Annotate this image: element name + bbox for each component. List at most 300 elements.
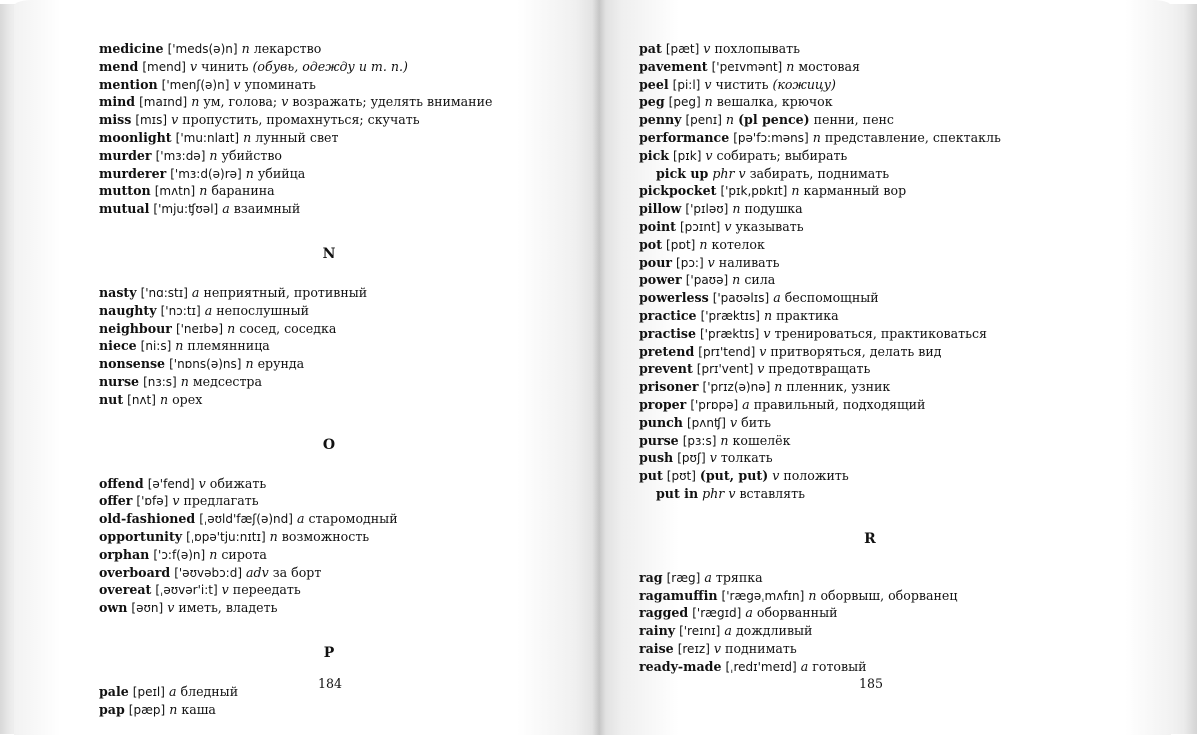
definition: убийца bbox=[257, 165, 306, 181]
dictionary-entry bbox=[639, 182, 1159, 200]
headword: moonlight bbox=[99, 129, 172, 145]
definition: сила bbox=[744, 272, 776, 288]
dictionary-entry bbox=[639, 236, 1159, 254]
dictionary-entry bbox=[99, 200, 569, 218]
definition: предотвращать bbox=[768, 361, 871, 377]
part-of-speech: v bbox=[172, 493, 180, 509]
headword: niece bbox=[99, 338, 137, 354]
dictionary-entry bbox=[639, 271, 1159, 289]
headword: mention bbox=[99, 76, 158, 92]
definition: положить bbox=[783, 468, 849, 484]
headword: performance bbox=[639, 129, 730, 145]
headword: purse bbox=[639, 432, 679, 448]
dictionary-entry bbox=[639, 254, 1159, 272]
part-of-speech: a bbox=[773, 290, 781, 306]
definition: неприятный, противный bbox=[203, 284, 368, 300]
definition: медсестра bbox=[192, 373, 262, 389]
transcription: ['pɪk,pɒkɪt] bbox=[720, 184, 788, 199]
part-of-speech: v bbox=[233, 76, 241, 92]
left-page bbox=[14, 0, 599, 735]
part-of-speech: adv bbox=[246, 564, 269, 580]
headword: offer bbox=[99, 493, 133, 509]
part-of-speech: n bbox=[732, 272, 741, 288]
headword: murderer bbox=[99, 165, 167, 181]
part-of-speech: a bbox=[222, 201, 230, 217]
headword: miss bbox=[99, 112, 132, 128]
definition: кошелёк bbox=[732, 432, 791, 448]
part-of-speech: n bbox=[245, 165, 254, 181]
dictionary-entry bbox=[639, 129, 1159, 147]
transcription: [pæp] bbox=[128, 702, 166, 717]
headword: pick up bbox=[656, 165, 709, 181]
definition: обижать bbox=[209, 475, 267, 491]
dictionary-entry bbox=[639, 569, 1159, 587]
definition: притворяться, делать вид bbox=[770, 343, 942, 359]
headword: put in bbox=[656, 485, 699, 501]
transcription: ['præktɪs] bbox=[700, 326, 760, 341]
transcription: ['menʃ(ə)n] bbox=[161, 77, 230, 92]
headword: rainy bbox=[639, 623, 676, 639]
transcription: ['peɪvmənt] bbox=[711, 59, 783, 74]
part-of-speech: v bbox=[713, 640, 722, 656]
part-of-speech: n bbox=[720, 432, 729, 448]
part-of-speech: n bbox=[209, 147, 218, 163]
part-of-speech: n bbox=[169, 701, 178, 717]
part-of-speech: v bbox=[221, 582, 229, 598]
transcription: [ˌəʊvər'i:t] bbox=[155, 583, 218, 598]
part-of-speech: v bbox=[757, 361, 765, 377]
part-of-speech: n bbox=[699, 236, 708, 252]
transcription: [pɔɪnt] bbox=[679, 219, 721, 234]
transcription: [pɜ:s] bbox=[682, 433, 717, 448]
headword: raise bbox=[639, 640, 674, 656]
part-of-speech: v bbox=[704, 76, 712, 92]
headword: nut bbox=[99, 391, 124, 407]
part-of-speech: v bbox=[724, 218, 732, 234]
headword: old-fashioned bbox=[99, 511, 196, 527]
definition: возражать; уделять внимание bbox=[292, 94, 493, 110]
headword: point bbox=[639, 218, 676, 234]
dictionary-entry bbox=[99, 76, 569, 94]
headword: neighbour bbox=[99, 320, 172, 336]
part-of-speech: n bbox=[245, 356, 254, 372]
transcription: [penɪ] bbox=[685, 113, 722, 128]
usage-note: (обувь, одежду и т. п.) bbox=[252, 58, 408, 74]
dictionary-entry bbox=[99, 391, 569, 409]
part-of-speech: n bbox=[175, 338, 184, 354]
section-spacer bbox=[99, 617, 569, 635]
definition: лунный свет bbox=[255, 129, 339, 145]
part-of-speech: v bbox=[763, 325, 771, 341]
definition: толкать bbox=[720, 450, 773, 466]
part-of-speech: v bbox=[709, 450, 717, 466]
headword: overeat bbox=[99, 582, 152, 598]
transcription: ['nɔ:tɪ] bbox=[160, 303, 201, 318]
part-of-speech: v bbox=[730, 414, 738, 430]
dictionary-entry bbox=[99, 373, 569, 391]
definition: вешалка, крючок bbox=[716, 94, 833, 110]
transcription: ['mɜ:də] bbox=[155, 148, 206, 163]
left-page-number: 184 bbox=[317, 676, 343, 691]
definition: предлагать bbox=[183, 493, 259, 509]
headword: powerless bbox=[639, 290, 709, 306]
definition: забирать, поднимать bbox=[749, 165, 890, 181]
dictionary-entry bbox=[639, 93, 1159, 111]
definition: указывать bbox=[735, 218, 804, 234]
part-of-speech: n bbox=[791, 183, 800, 199]
definition: каша bbox=[181, 701, 216, 717]
dictionary-entry bbox=[99, 564, 569, 582]
dictionary-entry bbox=[99, 111, 569, 129]
section-spacer bbox=[639, 557, 1159, 569]
part-of-speech: n bbox=[786, 58, 795, 74]
headword: orphan bbox=[99, 546, 150, 562]
part-of-speech: n bbox=[812, 129, 821, 145]
part-of-speech: n bbox=[704, 94, 713, 110]
dictionary-entry bbox=[639, 40, 1159, 58]
transcription: ['ɔ:f(ə)n] bbox=[153, 547, 206, 562]
definition: старомодный bbox=[308, 511, 398, 527]
part-of-speech: n bbox=[159, 391, 169, 407]
headword: opportunity bbox=[99, 528, 183, 544]
transcription: [əʊn] bbox=[131, 601, 164, 616]
definition: пропустить, промахнуться; скучать bbox=[182, 112, 420, 128]
dictionary-entry bbox=[639, 604, 1159, 622]
transcription: [mʌtn] bbox=[154, 184, 196, 199]
part-of-speech: v bbox=[190, 58, 198, 74]
headword: pavement bbox=[639, 58, 708, 74]
headword: power bbox=[639, 272, 682, 288]
plural-form: (pl pence) bbox=[738, 112, 810, 128]
definition: пенни, пенс bbox=[813, 112, 894, 128]
right-page bbox=[599, 0, 1171, 735]
transcription: [mɪs] bbox=[135, 113, 168, 128]
transcription: [ˌredɪ'meɪd] bbox=[725, 659, 797, 674]
definition: карманный вор bbox=[803, 183, 907, 199]
dictionary-entry bbox=[99, 492, 569, 510]
dictionary-entry bbox=[99, 546, 569, 564]
part-of-speech: a bbox=[296, 511, 305, 527]
headword: proper bbox=[639, 396, 687, 412]
dictionary-entry bbox=[639, 343, 1159, 361]
part-of-speech: v bbox=[281, 94, 289, 110]
definition: убийство bbox=[221, 147, 283, 163]
definition: иметь, владеть bbox=[178, 600, 278, 616]
transcription: [ni:s] bbox=[140, 339, 172, 354]
definition: баранина bbox=[211, 183, 275, 199]
dictionary-entry bbox=[99, 93, 569, 111]
definition: поднимать bbox=[725, 640, 797, 656]
right-page-number: 185 bbox=[858, 676, 884, 691]
headword: prisoner bbox=[639, 379, 699, 395]
transcription: [prɪ'tend] bbox=[698, 344, 756, 359]
part-of-speech: n bbox=[732, 201, 741, 217]
definition: лекарство bbox=[253, 41, 322, 56]
dictionary-entry bbox=[99, 302, 569, 320]
part-of-speech: n bbox=[808, 587, 817, 603]
part-of-speech: v bbox=[198, 475, 206, 491]
dictionary-entry bbox=[99, 510, 569, 528]
part-of-speech: n bbox=[725, 112, 735, 128]
headword: own bbox=[99, 600, 128, 616]
definition: подушка bbox=[744, 201, 803, 217]
part-of-speech: n bbox=[243, 129, 252, 145]
headword: nasty bbox=[99, 284, 137, 300]
dictionary-entry bbox=[639, 325, 1159, 343]
dictionary-entry bbox=[99, 528, 569, 546]
dictionary-entry bbox=[639, 58, 1159, 76]
transcription: ['præktɪs] bbox=[700, 308, 760, 323]
transcription: [prɪ'vent] bbox=[696, 362, 754, 377]
section-spacer bbox=[639, 503, 1159, 521]
part-of-speech: n bbox=[199, 183, 208, 199]
section-letter: P bbox=[323, 644, 335, 661]
definition: бледный bbox=[180, 683, 239, 699]
headword: rag bbox=[639, 569, 663, 585]
definition: пленник, узник bbox=[786, 379, 891, 395]
definition: орех bbox=[172, 391, 203, 407]
definition: готовый bbox=[812, 658, 867, 674]
headword: murder bbox=[99, 147, 152, 163]
transcription: [peɪl] bbox=[132, 684, 165, 699]
part-of-speech: a bbox=[724, 623, 732, 639]
definition: тренироваться, практиковаться bbox=[774, 325, 987, 341]
transcription: [peg] bbox=[668, 95, 701, 110]
transcription: ['paʊəlɪs] bbox=[712, 291, 770, 306]
dictionary-entry bbox=[99, 599, 569, 617]
headword: practise bbox=[639, 325, 696, 341]
dictionary-entry bbox=[639, 432, 1159, 450]
dictionary-entry bbox=[639, 76, 1159, 94]
section-letter: N bbox=[322, 245, 336, 262]
transcription: ['neɪbə] bbox=[175, 321, 224, 336]
dictionary-entry bbox=[639, 449, 1159, 467]
headword: mutual bbox=[99, 201, 150, 217]
headword: practice bbox=[639, 307, 697, 323]
dictionary-entry bbox=[639, 587, 1159, 605]
transcription: ['mu:nlaɪt] bbox=[175, 130, 240, 145]
part-of-speech: v bbox=[772, 468, 780, 484]
transcription: ['rægɪd] bbox=[692, 606, 742, 621]
dictionary-entry bbox=[99, 182, 569, 200]
dictionary-entry bbox=[639, 414, 1159, 432]
transcription: ['pɪləʊ] bbox=[685, 202, 729, 217]
part-of-speech: n bbox=[227, 320, 236, 336]
part-of-speech: n bbox=[269, 528, 278, 544]
dictionary-entry bbox=[99, 165, 569, 183]
transcription: [pʊʃ] bbox=[677, 451, 706, 466]
headword: pale bbox=[99, 683, 129, 699]
part-of-speech: a bbox=[742, 396, 750, 412]
headword: pot bbox=[639, 236, 663, 252]
headword: nurse bbox=[99, 373, 140, 389]
dictionary-entry bbox=[99, 320, 569, 338]
part-of-speech: a bbox=[704, 569, 712, 585]
part-of-speech: n bbox=[763, 307, 773, 323]
section-spacer bbox=[99, 409, 569, 427]
transcription: [reɪz] bbox=[677, 641, 710, 656]
headword: ragamuffin bbox=[639, 587, 718, 603]
section-letter: O bbox=[322, 436, 336, 453]
definition: сосед, соседка bbox=[239, 320, 337, 336]
dictionary-entry bbox=[639, 640, 1159, 658]
transcription: ['prɒpə] bbox=[690, 397, 739, 412]
definition: похлопывать bbox=[714, 41, 800, 56]
definition: вставлять bbox=[739, 485, 805, 501]
dictionary-entry bbox=[639, 622, 1159, 640]
definition: наливать bbox=[718, 254, 780, 270]
part-of-speech: v bbox=[759, 343, 767, 359]
transcription: ['prɪz(ə)nə] bbox=[702, 380, 771, 395]
right-entry-list bbox=[639, 40, 1159, 676]
headword: pat bbox=[639, 41, 662, 56]
transcription: [pʊt] bbox=[666, 469, 696, 484]
part-of-speech: a bbox=[745, 605, 753, 621]
headword: mind bbox=[99, 94, 136, 110]
usage-note: (кожицу) bbox=[772, 76, 836, 92]
transcription: ['mɜ:d(ə)rə] bbox=[170, 166, 242, 181]
headword: peel bbox=[639, 76, 669, 92]
transcription: ['meds(ə)n] bbox=[167, 42, 238, 56]
part-of-speech: n bbox=[180, 373, 189, 389]
transcription: [pæt] bbox=[665, 42, 700, 56]
phrasal-entry bbox=[639, 165, 1159, 183]
definition: бить bbox=[741, 414, 771, 430]
headword: punch bbox=[639, 414, 683, 430]
transcription: [nʌt] bbox=[127, 392, 156, 407]
definition: представление, спектакль bbox=[824, 129, 1001, 145]
transcription: ['rægəˌmʌfɪn] bbox=[721, 588, 805, 603]
definition: беспомощный bbox=[784, 290, 879, 306]
definition: чинить bbox=[201, 58, 249, 74]
part-of-speech: phr v bbox=[712, 165, 746, 181]
verb-forms: (put, put) bbox=[699, 468, 769, 484]
dictionary-entry bbox=[99, 40, 569, 58]
definition: ерунда bbox=[257, 356, 305, 372]
dictionary-entry bbox=[639, 396, 1159, 414]
dictionary-entry bbox=[99, 355, 569, 373]
transcription: [pɪk] bbox=[673, 148, 702, 163]
part-of-speech: n bbox=[774, 379, 783, 395]
definition: практика bbox=[776, 307, 839, 323]
dictionary-entry bbox=[99, 475, 569, 493]
definition: чистить bbox=[715, 76, 769, 92]
headword: push bbox=[639, 450, 674, 466]
headword: ready-made bbox=[639, 658, 722, 674]
transcription: [ˌəʊld'fæʃ(ə)nd] bbox=[199, 512, 293, 527]
book-gutter bbox=[592, 0, 606, 735]
dictionary-entry bbox=[99, 129, 569, 147]
headword: nonsense bbox=[99, 356, 166, 372]
headword: naughty bbox=[99, 302, 157, 318]
dictionary-entry bbox=[639, 218, 1159, 236]
headword: pretend bbox=[639, 343, 695, 359]
transcription: [pi:l] bbox=[672, 77, 701, 92]
transcription: [pʌnʧ] bbox=[686, 415, 726, 430]
definition: взаимный bbox=[233, 201, 301, 217]
definition: сирота bbox=[221, 546, 267, 562]
transcription: ['nɑ:stɪ] bbox=[140, 285, 188, 300]
transcription: [maɪnd] bbox=[139, 95, 188, 110]
section-spacer bbox=[99, 272, 569, 284]
headword: pillow bbox=[639, 201, 682, 217]
transcription: [nɜ:s] bbox=[143, 374, 177, 389]
headword: pour bbox=[639, 254, 672, 270]
dictionary-entry bbox=[99, 337, 569, 355]
transcription: [pɔ:] bbox=[676, 255, 704, 270]
dictionary-entry bbox=[639, 658, 1159, 676]
transcription: ['əʊvəbɔ:d] bbox=[174, 565, 243, 580]
part-of-speech: n bbox=[191, 94, 200, 110]
headword: put bbox=[639, 468, 663, 484]
dictionary-entry bbox=[99, 58, 569, 76]
definition: правильный, подходящий bbox=[753, 396, 926, 412]
definition: переедать bbox=[232, 582, 301, 598]
part-of-speech: v bbox=[705, 147, 713, 163]
transcription: [ˌɒpə'tju:nɪtɪ] bbox=[186, 529, 266, 544]
dictionary-entry bbox=[639, 360, 1159, 378]
definition: собирать; выбирать bbox=[716, 147, 848, 163]
headword: ragged bbox=[639, 605, 689, 621]
transcription: ['mju:ʧʊəl] bbox=[153, 202, 219, 217]
section-spacer bbox=[99, 463, 569, 475]
headword: pickpocket bbox=[639, 183, 717, 199]
transcription: [pə'fɔ:məns] bbox=[733, 130, 809, 145]
phrasal-entry bbox=[639, 485, 1159, 503]
part-of-speech: v bbox=[707, 254, 715, 270]
definition: оборвыш, оборванец bbox=[820, 587, 958, 603]
headword: prevent bbox=[639, 361, 693, 377]
transcription: [ræg] bbox=[666, 570, 701, 585]
part-of-speech: a bbox=[168, 683, 177, 699]
part-of-speech: n bbox=[209, 546, 218, 562]
definition: оборванный bbox=[756, 605, 838, 621]
headword: medicine bbox=[99, 41, 164, 56]
definition: дождливый bbox=[735, 623, 813, 639]
section-letter: R bbox=[864, 530, 876, 547]
headword: mend bbox=[99, 58, 139, 74]
definition: ум, голова; bbox=[203, 94, 278, 110]
definition: упоминать bbox=[244, 76, 316, 92]
headword: peg bbox=[639, 94, 665, 110]
part-of-speech: a bbox=[204, 302, 213, 318]
dictionary-entry bbox=[639, 289, 1159, 307]
definition: котелок bbox=[711, 236, 765, 252]
headword: penny bbox=[639, 112, 682, 128]
dictionary-entry bbox=[99, 581, 569, 599]
transcription: [mend] bbox=[142, 59, 186, 74]
transcription: [ə'fend] bbox=[147, 476, 195, 491]
part-of-speech: v bbox=[167, 600, 175, 616]
headword: overboard bbox=[99, 564, 171, 580]
part-of-speech: v bbox=[703, 41, 711, 56]
left-entry-list bbox=[99, 40, 569, 719]
headword: offend bbox=[99, 475, 144, 491]
dictionary-entry bbox=[639, 200, 1159, 218]
part-of-speech: a bbox=[191, 284, 200, 300]
dictionary-entry bbox=[639, 307, 1159, 325]
dictionary-entry bbox=[99, 701, 569, 719]
dictionary-entry bbox=[99, 147, 569, 165]
transcription: [pɒt] bbox=[666, 237, 696, 252]
definition: племянница bbox=[187, 338, 270, 354]
dictionary-entry bbox=[99, 284, 569, 302]
headword: mutton bbox=[99, 183, 151, 199]
definition: тряпка bbox=[715, 569, 763, 585]
part-of-speech: a bbox=[800, 658, 809, 674]
transcription: ['ɒfə] bbox=[136, 494, 169, 509]
dictionary-entry bbox=[639, 147, 1159, 165]
